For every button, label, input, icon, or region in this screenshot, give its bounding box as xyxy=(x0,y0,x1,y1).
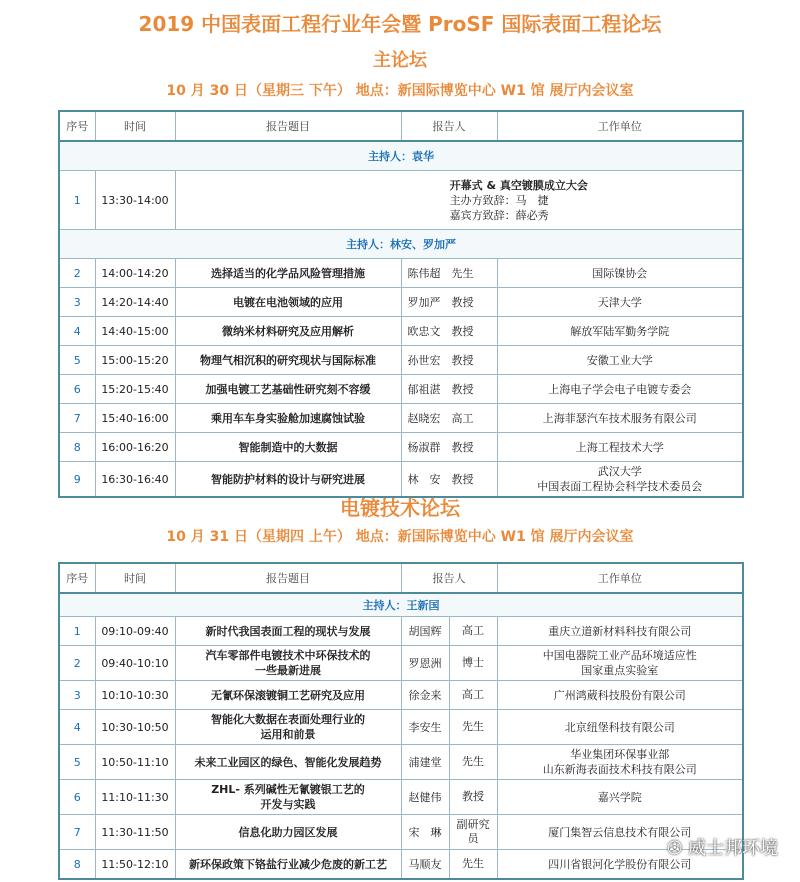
row-speaker: 杨淑群 教授 xyxy=(401,433,497,462)
row-topic: 智能防护材料的设计与研究进展 xyxy=(175,462,401,498)
host-row: 主持人：林安、罗加严 xyxy=(59,230,743,259)
row-speaker-name: 马顺友 xyxy=(401,850,449,880)
row-speaker-title: 博士 xyxy=(449,646,497,681)
opening-title: 开幕式 & 真空镀膜成立大会 xyxy=(449,178,588,192)
row-time: 14:00-14:20 xyxy=(95,259,175,288)
row-speaker-name: 李安生 xyxy=(401,710,449,745)
row-no: 7 xyxy=(59,815,95,850)
row-topic: 电镀在电池领域的应用 xyxy=(175,288,401,317)
row-org: 国际镍协会 xyxy=(497,259,743,288)
table-row xyxy=(59,850,743,880)
line-2: 国家重点实验室 xyxy=(581,664,659,677)
row-org xyxy=(497,646,743,681)
line-1: 新环保政策下铬盐行业减少危废的新工艺 xyxy=(189,857,387,871)
col-time: 时间 xyxy=(95,563,175,593)
row-time: 10:30-10:50 xyxy=(95,710,175,745)
line-1: 四川省银河化学股份有限公司 xyxy=(548,857,692,871)
col-topic: 报告题目 xyxy=(175,111,401,141)
line-1: 智能化大数据在表面处理行业的 xyxy=(211,713,365,726)
table-row xyxy=(59,780,743,815)
line-1: ZHL- 系列碱性无氰镀银工艺的 xyxy=(211,783,365,796)
main-forum-title: 主论坛 xyxy=(373,50,427,71)
row-org xyxy=(497,745,743,780)
table-row xyxy=(59,375,743,404)
row-speaker-title: 副研究员 xyxy=(449,815,497,850)
day1-date-line: 10 月 30 日（星期三 下午） 地点：新国际博览中心 W1 馆 展厅内会议室 xyxy=(166,83,634,99)
table-row xyxy=(59,646,743,681)
col-no: 序号 xyxy=(59,563,95,593)
row-no: 2 xyxy=(59,259,95,288)
row-speaker-name: 罗恩洲 xyxy=(401,646,449,681)
row-no: 4 xyxy=(59,317,95,346)
table-row xyxy=(59,259,743,288)
row-topic: 乘用车车身实验舱加速腐蚀试验 xyxy=(175,404,401,433)
col-speaker: 报告人 xyxy=(401,111,497,141)
row-speaker-title: 高工 xyxy=(449,617,497,646)
schedule-table-main xyxy=(58,110,744,498)
line-1: 信息化助力园区发展 xyxy=(238,825,338,839)
row-org: 安徽工业大学 xyxy=(497,346,743,375)
row-time: 14:20-14:40 xyxy=(95,288,175,317)
table-row xyxy=(59,404,743,433)
row-speaker: 陈伟超 先生 xyxy=(401,259,497,288)
row-speaker-title: 高工 xyxy=(449,681,497,710)
row-speaker-name: 浦建堂 xyxy=(401,745,449,780)
guest-remarks: 嘉宾方致辞：薛必秀 xyxy=(449,208,549,222)
row-topic xyxy=(175,745,401,780)
row-time: 10:10-10:30 xyxy=(95,681,175,710)
row-no: 9 xyxy=(59,462,95,498)
table-row xyxy=(59,681,743,710)
row-no: 1 xyxy=(59,617,95,646)
line-2: 开发与实践 xyxy=(260,798,316,811)
row-topic xyxy=(175,710,401,745)
row-time: 09:40-10:10 xyxy=(95,646,175,681)
line-1: 华业集团环保事业部 xyxy=(570,748,670,761)
row-no: 5 xyxy=(59,346,95,375)
row-time: 15:00-15:20 xyxy=(95,346,175,375)
table-row xyxy=(59,346,743,375)
table-row xyxy=(59,745,743,780)
row-time: 14:40-15:00 xyxy=(95,317,175,346)
row-time: 09:10-09:40 xyxy=(95,617,175,646)
col-org: 工作单位 xyxy=(497,563,743,593)
row-topic xyxy=(175,617,401,646)
row-time: 13:30-14:00 xyxy=(95,171,175,230)
row-speaker: 欧忠文 教授 xyxy=(401,317,497,346)
row-org xyxy=(497,617,743,646)
row-speaker-title: 教授 xyxy=(449,780,497,815)
table-row xyxy=(59,433,743,462)
row-no: 6 xyxy=(59,375,95,404)
row-org: 解放军陆军勤务学院 xyxy=(497,317,743,346)
row-no: 3 xyxy=(59,288,95,317)
col-time: 时间 xyxy=(95,111,175,141)
host-remarks: 主办方致辞：马 捷 xyxy=(449,193,549,207)
table-row xyxy=(59,288,743,317)
row-topic xyxy=(175,780,401,815)
table-row xyxy=(59,317,743,346)
row-speaker: 林 安 教授 xyxy=(401,462,497,498)
row-speaker: 郁祖湛 教授 xyxy=(401,375,497,404)
line-1: 新时代我国表面工程的现状与发展 xyxy=(205,624,371,638)
row-no: 8 xyxy=(59,433,95,462)
row-time: 11:50-12:10 xyxy=(95,850,175,880)
line-1: 无氰环保滚镀铜工艺研究及应用 xyxy=(211,688,365,702)
row-org xyxy=(497,710,743,745)
row-speaker-name: 赵健伟 xyxy=(401,780,449,815)
table-row xyxy=(59,710,743,745)
row-speaker-name: 宋 琳 xyxy=(401,815,449,850)
row-org xyxy=(497,780,743,815)
col-no: 序号 xyxy=(59,111,95,141)
row-topic: 物理气相沉积的研究现状与国际标准 xyxy=(175,346,401,375)
line-2: 山东新海表面技术科技有限公司 xyxy=(542,763,697,776)
row-topic: 智能制造中的大数据 xyxy=(175,433,401,462)
plating-forum-title: 电镀技术论坛 xyxy=(340,496,460,520)
row-no: 4 xyxy=(59,710,95,745)
row-topic: 选择适当的化学品风险管理措施 xyxy=(175,259,401,288)
row-org xyxy=(497,681,743,710)
row-org: 上海电子学会电子电镀专委会 xyxy=(497,375,743,404)
day2-date-line: 10 月 31 日（星期四 上午） 地点：新国际博览中心 W1 馆 展厅内会议室 xyxy=(166,529,634,545)
col-topic: 报告题目 xyxy=(175,563,401,593)
row-no: 3 xyxy=(59,681,95,710)
row-no: 6 xyxy=(59,780,95,815)
row-topic xyxy=(175,681,401,710)
row-no: 5 xyxy=(59,745,95,780)
row-time: 15:20-15:40 xyxy=(95,375,175,404)
row-no: 2 xyxy=(59,646,95,681)
row-speaker: 孙世宏 教授 xyxy=(401,346,497,375)
row-org-line2: 中国表面工程协会科学技术委员会 xyxy=(537,480,703,493)
row-topic: 微纳米材料研究及应用解析 xyxy=(175,317,401,346)
row-speaker-title: 先生 xyxy=(449,850,497,880)
row-no: 1 xyxy=(59,171,95,230)
row-time: 11:10-11:30 xyxy=(95,780,175,815)
row-speaker-name: 胡国辉 xyxy=(401,617,449,646)
row-time: 15:40-16:00 xyxy=(95,404,175,433)
row-time: 16:30-16:40 xyxy=(95,462,175,498)
row-topic xyxy=(175,646,401,681)
row-org-line1: 武汉大学 xyxy=(597,465,642,478)
host-row: 主持人：袁华 xyxy=(59,141,743,171)
line-1: 北京纽堡科技有限公司 xyxy=(564,720,675,734)
row-speaker-name: 徐金来 xyxy=(401,681,449,710)
row-topic xyxy=(175,850,401,880)
row-no: 8 xyxy=(59,850,95,880)
row-no: 7 xyxy=(59,404,95,433)
row-speaker: 赵晓宏 高工 xyxy=(401,404,497,433)
watermark: ✇ 威士邦环境 xyxy=(667,838,778,859)
row-speaker-title: 先生 xyxy=(449,745,497,780)
line-1: 汽车零部件电镀技术中环保技术的 xyxy=(205,649,371,662)
row-time: 10:50-11:10 xyxy=(95,745,175,780)
row-topic: 加强电镀工艺基础性研究刻不容缓 xyxy=(175,375,401,404)
line-2: 运用和前景 xyxy=(260,728,316,741)
row-speaker-title: 先生 xyxy=(449,710,497,745)
line-2: 一些最新进展 xyxy=(255,664,321,677)
col-speaker: 报告人 xyxy=(401,563,497,593)
row-org: 上海工程技术大学 xyxy=(497,433,743,462)
line-1: 中国电器院工业产品环境适应性 xyxy=(542,649,697,662)
line-1: 未来工业园区的绿色、智能化发展趋势 xyxy=(194,755,382,769)
wechat-icon: ✇ xyxy=(667,838,683,859)
host-row: 主持人：王新国 xyxy=(59,593,743,617)
row-time: 11:30-11:50 xyxy=(95,815,175,850)
line-1: 广州鸿葳科技股份有限公司 xyxy=(553,688,686,702)
row-speaker: 罗加严 教授 xyxy=(401,288,497,317)
row-org: 上海菲瑟汽车技术服务有限公司 xyxy=(497,404,743,433)
row-org: 天津大学 xyxy=(497,288,743,317)
row-topic xyxy=(175,815,401,850)
main-title: 2019 中国表面工程行业年会暨 ProSF 国际表面工程论坛 xyxy=(138,12,662,36)
line-1: 嘉兴学院 xyxy=(597,790,642,804)
line-1: 厦门集智云信息技术有限公司 xyxy=(548,825,692,839)
row-time: 16:00-16:20 xyxy=(95,433,175,462)
table-row xyxy=(59,617,743,646)
table-row xyxy=(59,171,743,230)
col-org: 工作单位 xyxy=(497,111,743,141)
table-row xyxy=(59,815,743,850)
schedule-table-plating xyxy=(58,562,744,880)
line-1: 重庆立道新材料科技有限公司 xyxy=(548,624,692,638)
